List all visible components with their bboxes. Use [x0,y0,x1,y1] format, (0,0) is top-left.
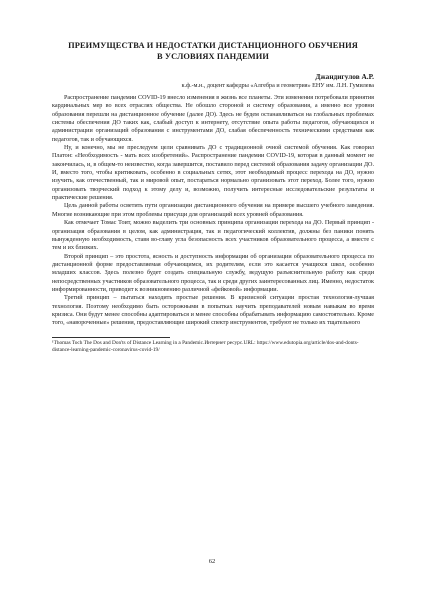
paragraph: Как отмечает Томас Тоит, можно выделить три основных принципа организации перехода на ДО. Первый принцип - организация образования в целом, как администрация, так и педагогический коллектив, должны без паники понять вынужденную необходимость, ставя во-главу угла безопасность всех участников образовательного процесса, а вместе с тем и их близких. [52,220,374,252]
paragraph: Цель данной работы осветить пути организации дистанционного обучения на примере высшего учебного заведения. Многие возникающие при этом проблемы присущи для организаций всех уровней образования. [52,203,374,218]
author-affiliation: к.ф.-м.н., доцент кафедры «Алгебра и геометрия» ЕНУ им. Л.Н. Гумилева [181,83,374,89]
title-line-2: В УСЛОВИЯХ ПАНДЕМИИ [157,52,269,61]
page-number: 62 [208,558,216,565]
paragraph: Ну, и конечно, мы не преследуем цели сравнивать ДО с традиционной очной системой обучения. Как говорил Платон: «Необходимость - мать всех изобретений». Распространение пандемии COVID-19, которая в данный момент не закончилась, и, в общем-то неизвестно, когда завершится, поставило перед системой образования задачу организации ДО. И, вместо того, чтобы критиковать, особенно в социальных сетях, этот необходимый процесс перехода на ДО, нужно изучить, как отечественный, так и мировой опыт, постараться нормально организовать этот переход. Более того, нужно организовать творческий подход к этому делу и, возможно, получить интересные исследовательские результаты и практические решения. [52,145,374,202]
author-name: Джандигулов А.Р. [315,72,374,81]
article-body [52,94,374,328]
paper-title [52,40,374,62]
paragraph: Третий принцип – пытаться находить простые решения. В кризисной ситуации простая технология-лучшая технология. Поэтому необходимо быть осторожными в попытках научить преподавателей новым навыкам во время кризиса. Они будут менее способны адаптироваться и менее способны обрабатывать информацию самостоятельно. Кроме того, «навороченные» решения, предоставляющие широкий спектр инструментов, требуют не только их тщательного [52,295,374,327]
footnote: ¹Thomas Toch The Dos and Don'ts of Distance Learning in a Pandemic.Интернет ресурс.URL: https://www.edutopia.org/article/dos-and-donts-distance-learning-pandemic-coronavirus-covid-19/ [52,339,359,353]
title-line-1: ПРЕИМУЩЕСТВА И НЕДОСТАТКИ ДИСТАНЦИОННОГО ОБУЧЕНИЯ [68,41,358,50]
paragraph: Распространение пандемии COVID-19 внесло изменения в жизнь все планеты. Эти изменения потребовали принятия кардинальных мер во всех отраслях общества. Не обошло стороной и систему образования, а именно все уровни образования перешли на дистанционное обучение (далее ДО). Здесь не будем останавливаться на глобальных проблемах системы обеспечения ДО таких как, слабый доступ к интернету, отсутствие опыта работы педагогов, обучающихся и администрации организаций образования с инструментами ДО, слабая обеспеченность техническими средствами как педагогов, так и обучающихся. [52,95,374,143]
paragraph: Второй принцип – это простота, ясность и доступность информации об организации образовательного процесса по дистанционной форме предоставляемая обучающимся, их родителям, если это касается учащихся школ, особенно младших классов. Здесь полезно будет создать специальную службу, ведущую разъяснительную работу как среди непосредственных участников образовательного процесса, так и среди других заинтересованных лиц. Именно, недостаток информированности, приводит к возникновению различной «фейковой» информации. [52,253,374,293]
footnote-divider [52,337,170,338]
